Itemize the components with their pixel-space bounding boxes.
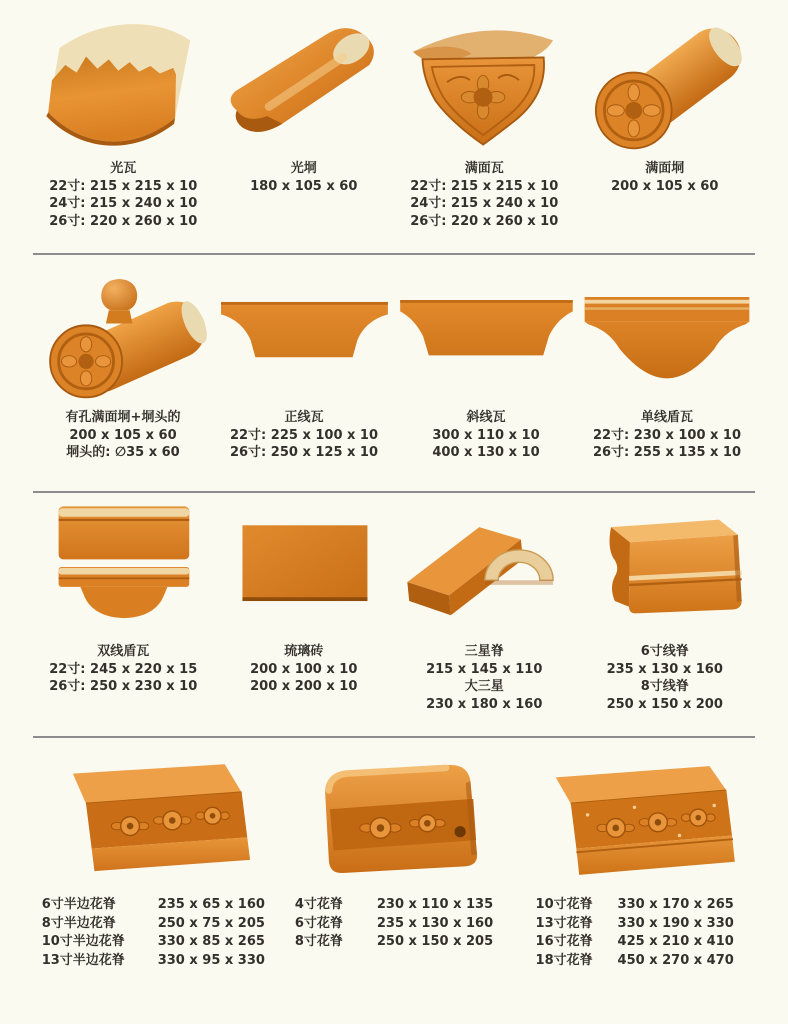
product-spec-line: 26寸: 220 x 260 x 10 <box>49 213 198 229</box>
spec-dims: 330 x 190 x 330 <box>617 915 734 931</box>
product-caption <box>66 409 181 489</box>
product-caption <box>410 160 558 250</box>
product-cell-liulizhuan <box>214 493 395 736</box>
product-subtitle: 8寸线脊 <box>640 679 689 694</box>
double-line-shield-tile-image <box>33 495 213 637</box>
spec-row <box>536 896 734 915</box>
spec-row <box>536 933 734 952</box>
product-cell-youkong-tong <box>33 255 213 491</box>
product-cell-xiexianwa <box>395 255 577 491</box>
product-title: 有孔满面垌+垌头的 <box>65 410 181 425</box>
spec-row <box>42 952 265 971</box>
product-row-2 <box>33 255 755 491</box>
knobbed-barrel-image <box>33 261 213 403</box>
full-face-barrel-end-image <box>575 12 755 154</box>
spec-row <box>295 933 493 952</box>
product-spec-line: 22寸: 245 x 220 x 15 <box>49 661 198 677</box>
spec-label: 10寸半边花脊 <box>41 934 125 949</box>
spec-label: 6寸半边花脊 <box>41 897 116 912</box>
product-cell-guangwa <box>33 0 214 253</box>
straight-line-tile-photo <box>213 255 395 409</box>
spec-dims: 250 x 150 x 205 <box>376 934 494 949</box>
product-cell-huaji-large <box>514 738 755 1022</box>
flower-ridge-small-image <box>282 749 507 890</box>
spec-row <box>42 896 265 915</box>
product-cell-manmiantong <box>575 0 756 253</box>
spec-label: 18寸花脊 <box>535 952 593 968</box>
spec-row <box>536 952 734 971</box>
spec-label: 13寸半边花脊 <box>41 952 125 968</box>
product-cell-sanxingji <box>394 493 575 736</box>
product-caption <box>49 160 197 250</box>
product-caption <box>611 160 718 250</box>
product-spec-line: 250 x 150 x 200 <box>606 696 723 712</box>
spec-row <box>536 915 734 934</box>
product-caption <box>250 160 357 250</box>
spec-label: 4寸花脊 <box>294 897 343 912</box>
spec-dims: 450 x 270 x 470 <box>617 952 734 968</box>
slant-line-tile-photo <box>395 255 577 409</box>
spec-label: 16寸花脊 <box>535 934 593 949</box>
product-cell-manmianwa <box>394 0 575 253</box>
product-spec-line: 垌头的: ∅35 x 60 <box>66 445 180 460</box>
three-star-ridge-image <box>394 495 574 637</box>
spec-label: 6寸花脊 <box>294 915 343 931</box>
product-title: 满面瓦 <box>464 161 504 176</box>
glazed-brick-photo <box>214 493 394 643</box>
plain-curved-tile-photo <box>33 0 213 160</box>
plain-barrel-tile-image <box>214 12 394 154</box>
line-ridge-block-photo <box>575 493 755 643</box>
spec-dims: 235 x 130 x 160 <box>376 915 494 931</box>
product-spec-line: 180 x 105 x 60 <box>250 178 358 194</box>
straight-line-tile-image <box>213 260 395 403</box>
product-spec-line: 200 x 105 x 60 <box>69 427 177 443</box>
plain-barrel-tile-photo <box>214 0 394 160</box>
product-cell-danxian-dunwa <box>577 255 757 491</box>
product-caption <box>295 896 493 1020</box>
plain-curved-tile-image <box>33 12 213 154</box>
spec-label: 10寸花脊 <box>535 897 593 912</box>
three-star-ridge-photo <box>394 493 574 643</box>
product-spec-line: 22寸: 225 x 100 x 10 <box>229 427 379 443</box>
spec-dims: 250 x 75 x 205 <box>157 915 265 931</box>
product-title: 双线盾瓦 <box>97 644 150 659</box>
product-spec-line: 24寸: 215 x 240 x 10 <box>410 196 559 211</box>
product-caption <box>593 409 741 489</box>
product-title: 斜线瓦 <box>466 410 506 425</box>
flower-ridge-small-photo <box>282 738 507 896</box>
spec-dims: 235 x 65 x 160 <box>157 897 265 912</box>
spec-row <box>42 933 265 952</box>
knobbed-barrel-photo <box>33 255 213 409</box>
product-title: 6寸线脊 <box>640 644 689 659</box>
half-side-flower-ridge-image <box>41 749 266 890</box>
product-cell-guangtong <box>214 0 395 253</box>
full-face-drip-tile-photo <box>394 0 574 160</box>
product-spec-line: 24寸: 215 x 240 x 10 <box>49 196 198 211</box>
spec-dims: 330 x 85 x 265 <box>157 934 265 949</box>
spec-dims: 330 x 170 x 265 <box>617 897 734 912</box>
product-title: 满面垌 <box>645 161 685 176</box>
product-title: 单线盾瓦 <box>640 410 693 425</box>
product-row-1 <box>33 0 755 253</box>
product-row-4 <box>33 738 755 1022</box>
full-face-barrel-end-photo <box>575 0 755 160</box>
line-ridge-block-image <box>575 495 755 637</box>
spec-row <box>42 915 265 934</box>
product-cell-banbian-huaji <box>33 738 274 1022</box>
product-spec-line: 22寸: 215 x 215 x 10 <box>410 178 559 194</box>
product-spec-line: 200 x 100 x 10 <box>250 661 358 677</box>
product-caption <box>432 409 539 489</box>
product-caption <box>250 643 357 735</box>
product-cell-huaji-small <box>274 738 515 1022</box>
product-caption <box>49 643 197 735</box>
product-cell-zhengxianwa <box>213 255 395 491</box>
glazed-brick-image <box>214 495 394 637</box>
product-spec-line: 26寸: 250 x 125 x 10 <box>229 445 379 460</box>
slant-line-tile-image <box>395 260 577 403</box>
product-spec-line: 22寸: 230 x 100 x 10 <box>592 427 742 443</box>
single-line-shield-tile-photo <box>577 255 757 409</box>
product-spec-line: 230 x 180 x 160 <box>426 696 543 712</box>
double-line-shield-tile-photo <box>33 493 213 643</box>
product-row-3 <box>33 493 755 736</box>
product-spec-line: 200 x 200 x 10 <box>250 679 358 694</box>
product-spec-line: 200 x 105 x 60 <box>611 178 719 194</box>
flower-ridge-large-photo <box>522 738 747 896</box>
product-cell-xianji <box>575 493 756 736</box>
spec-dims: 230 x 110 x 135 <box>376 897 494 912</box>
product-title: 正线瓦 <box>284 410 324 425</box>
product-caption <box>607 643 723 735</box>
half-side-flower-ridge-photo <box>41 738 266 896</box>
product-title: 琉璃砖 <box>284 644 324 659</box>
product-spec-line: 300 x 110 x 10 <box>432 427 540 443</box>
full-face-drip-tile-image <box>394 12 574 154</box>
spec-row <box>295 915 493 934</box>
product-title: 三星脊 <box>464 644 504 659</box>
product-spec-line: 26寸: 220 x 260 x 10 <box>410 213 559 229</box>
product-caption <box>230 409 378 489</box>
flower-ridge-large-image <box>522 749 747 890</box>
spec-dims: 330 x 95 x 330 <box>157 952 265 968</box>
product-subtitle: 大三星 <box>464 679 504 694</box>
spec-row <box>295 896 493 915</box>
spec-dims: 425 x 210 x 410 <box>617 934 734 949</box>
product-caption <box>536 896 734 1020</box>
product-title: 光瓦 <box>110 161 137 176</box>
product-spec-line: 22寸: 215 x 215 x 10 <box>49 178 198 194</box>
single-line-shield-tile-image <box>577 261 757 403</box>
spec-label: 8寸花脊 <box>294 934 343 949</box>
product-spec-line: 235 x 130 x 160 <box>606 661 723 677</box>
product-spec-line: 26寸: 255 x 135 x 10 <box>592 445 742 460</box>
product-caption <box>426 643 542 735</box>
product-spec-line: 215 x 145 x 110 <box>426 661 543 677</box>
product-title: 光垌 <box>290 161 317 176</box>
product-spec-line: 26寸: 250 x 230 x 10 <box>49 679 198 694</box>
product-spec-line: 400 x 130 x 10 <box>432 445 540 460</box>
spec-label: 8寸半边花脊 <box>41 915 116 931</box>
product-caption <box>42 896 265 1020</box>
spec-label: 13寸花脊 <box>535 915 593 931</box>
product-cell-shuangxian-dunwa <box>33 493 214 736</box>
